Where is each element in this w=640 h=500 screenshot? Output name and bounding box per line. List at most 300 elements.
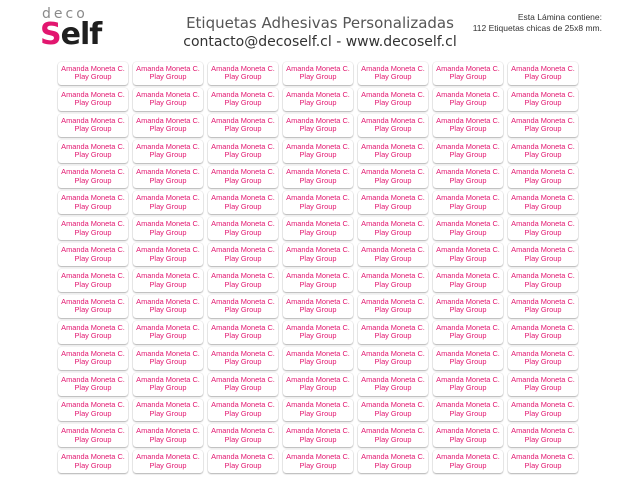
sticker-label [283,243,353,266]
label-group: Play Group [299,72,337,82]
label-name: Amanda Moneta C. [61,296,125,306]
label-group: Play Group [374,124,412,134]
sticker-label [283,166,353,189]
label-group: Play Group [149,253,187,263]
label-name: Amanda Moneta C. [61,219,125,229]
label-name: Amanda Moneta C. [136,270,200,280]
sticker-label [283,450,353,473]
label-group: Play Group [374,176,412,185]
label-name: Amanda Moneta C. [211,426,275,436]
label-group: Play Group [299,460,337,470]
label-name: Amanda Moneta C. [511,141,575,151]
label-name: Amanda Moneta C. [436,63,500,73]
sticker-label [208,166,278,189]
sticker-label [508,347,578,370]
label-group: Play Group [74,176,112,185]
sticker-label [283,373,353,396]
sticker-label [58,450,128,473]
sticker-label [358,450,428,473]
label-name: Amanda Moneta C. [136,219,200,229]
label-group: Play Group [224,227,262,237]
label-name: Amanda Moneta C. [61,89,125,99]
label-name: Amanda Moneta C. [136,89,200,99]
label-group: Play Group [524,98,562,108]
label-name: Amanda Moneta C. [286,89,350,99]
label-group: Play Group [74,383,112,393]
sticker-label [508,191,578,214]
sticker-label [433,114,503,137]
label-name: Amanda Moneta C. [211,193,275,203]
label-group: Play Group [74,331,112,341]
label-group: Play Group [149,201,187,211]
label-name: Amanda Moneta C. [436,89,500,99]
sticker-label [208,62,278,85]
sticker-label [433,166,503,189]
label-name: Amanda Moneta C. [286,296,350,306]
label-group: Play Group [374,253,412,263]
label-group: Play Group [524,409,562,419]
label-group: Play Group [74,253,112,263]
sticker-label [358,269,428,292]
sticker-label [508,450,578,473]
sticker-label [508,269,578,292]
label-group: Play Group [149,124,187,134]
label-group: Play Group [449,460,487,470]
label-name: Amanda Moneta C. [136,452,200,462]
sticker-label [283,62,353,85]
label-group: Play Group [149,227,187,237]
label-name: Amanda Moneta C. [511,374,575,384]
label-name: Amanda Moneta C. [61,348,125,358]
label-name: Amanda Moneta C. [361,167,425,177]
label-group: Play Group [374,201,412,211]
label-group: Play Group [224,357,262,367]
label-name: Amanda Moneta C. [286,141,350,151]
label-name: Amanda Moneta C. [511,400,575,410]
label-group: Play Group [524,150,562,160]
label-group: Play Group [224,305,262,315]
sticker-label [58,217,128,240]
sticker-label [58,347,128,370]
label-group: Play Group [449,279,487,289]
sticker-label [58,88,128,111]
sticker-label [283,295,353,318]
sticker-label [133,450,203,473]
sticker-label [283,114,353,137]
sticker-label [208,424,278,447]
sticker-label [283,88,353,111]
sticker-label [133,321,203,344]
logo-self-text: Self [40,17,102,52]
label-name: Amanda Moneta C. [286,348,350,358]
sticker-label [358,243,428,266]
label-group: Play Group [74,124,112,134]
label-name: Amanda Moneta C. [361,115,425,125]
sticker-label [208,114,278,137]
label-name: Amanda Moneta C. [286,452,350,462]
sticker-label [358,321,428,344]
sticker-label [283,347,353,370]
label-group: Play Group [524,279,562,289]
sticker-label [133,166,203,189]
label-name: Amanda Moneta C. [511,245,575,255]
sticker-label [133,373,203,396]
sticker-label [358,295,428,318]
label-group: Play Group [449,331,487,341]
label-name: Amanda Moneta C. [436,141,500,151]
label-name: Amanda Moneta C. [436,348,500,358]
label-group: Play Group [449,409,487,419]
label-group: Play Group [524,383,562,393]
sticker-label [208,88,278,111]
label-group: Play Group [524,253,562,263]
label-group: Play Group [149,357,187,367]
label-group: Play Group [374,279,412,289]
label-group: Play Group [224,176,262,185]
label-group: Play Group [449,124,487,134]
sticker-label [508,243,578,266]
label-name: Amanda Moneta C. [361,374,425,384]
label-group: Play Group [299,305,337,315]
label-name: Amanda Moneta C. [211,115,275,125]
label-name: Amanda Moneta C. [211,167,275,177]
sticker-label [133,243,203,266]
sticker-label [433,295,503,318]
label-name: Amanda Moneta C. [286,115,350,125]
label-name: Amanda Moneta C. [511,63,575,73]
sticker-label [358,373,428,396]
label-group: Play Group [74,72,112,82]
sticker-label [133,114,203,137]
label-group: Play Group [149,383,187,393]
sticker-label [433,373,503,396]
sticker-label [133,269,203,292]
label-name: Amanda Moneta C. [61,270,125,280]
sticker-label [208,373,278,396]
sticker-label [433,321,503,344]
sticker-label [208,450,278,473]
label-group: Play Group [299,124,337,134]
sticker-label [508,399,578,422]
label-name: Amanda Moneta C. [61,193,125,203]
label-name: Amanda Moneta C. [511,426,575,436]
label-group: Play Group [224,434,262,444]
sticker-label [358,88,428,111]
label-name: Amanda Moneta C. [436,193,500,203]
label-name: Amanda Moneta C. [511,89,575,99]
label-group: Play Group [524,331,562,341]
label-group: Play Group [149,72,187,82]
label-name: Amanda Moneta C. [511,452,575,462]
sticker-label [58,114,128,137]
sheet-info-line1: Esta Lámina contiene: [517,12,602,22]
sticker-label [133,191,203,214]
label-group: Play Group [449,434,487,444]
label-group: Play Group [449,72,487,82]
label-name: Amanda Moneta C. [286,193,350,203]
sticker-label [283,140,353,163]
sticker-label [208,321,278,344]
sticker-label [433,140,503,163]
sticker-label [358,399,428,422]
sticker-label [508,62,578,85]
label-name: Amanda Moneta C. [286,374,350,384]
label-group: Play Group [299,227,337,237]
label-group: Play Group [374,409,412,419]
label-group: Play Group [374,72,412,82]
label-name: Amanda Moneta C. [61,63,125,73]
label-group: Play Group [224,124,262,134]
label-group: Play Group [299,150,337,160]
label-name: Amanda Moneta C. [361,426,425,436]
label-name: Amanda Moneta C. [286,167,350,177]
label-group: Play Group [149,331,187,341]
label-group: Play Group [224,98,262,108]
label-name: Amanda Moneta C. [361,63,425,73]
label-name: Amanda Moneta C. [286,245,350,255]
label-name: Amanda Moneta C. [511,348,575,358]
sticker-label [208,191,278,214]
label-name: Amanda Moneta C. [436,270,500,280]
sticker-label [283,424,353,447]
sticker-label [358,140,428,163]
label-group: Play Group [449,176,487,185]
label-group: Play Group [299,434,337,444]
label-name: Amanda Moneta C. [136,193,200,203]
label-name: Amanda Moneta C. [361,193,425,203]
sticker-label [58,62,128,85]
label-group: Play Group [224,72,262,82]
label-name: Amanda Moneta C. [286,270,350,280]
sticker-label [433,450,503,473]
label-name: Amanda Moneta C. [136,322,200,332]
sticker-label [133,88,203,111]
sticker-label [133,62,203,85]
sticker-label [208,295,278,318]
label-group: Play Group [74,357,112,367]
label-group: Play Group [299,201,337,211]
label-group: Play Group [524,124,562,134]
contact-line: contacto@decoself.cl - www.decoself.cl [183,34,457,50]
label-group: Play Group [449,150,487,160]
label-name: Amanda Moneta C. [61,115,125,125]
label-group: Play Group [449,383,487,393]
label-group: Play Group [524,357,562,367]
label-name: Amanda Moneta C. [211,322,275,332]
label-group: Play Group [74,305,112,315]
sticker-label [358,424,428,447]
sheet-info [473,12,602,34]
label-name: Amanda Moneta C. [211,219,275,229]
label-group: Play Group [149,98,187,108]
label-name: Amanda Moneta C. [211,374,275,384]
label-name: Amanda Moneta C. [436,322,500,332]
label-name: Amanda Moneta C. [211,245,275,255]
label-name: Amanda Moneta C. [211,63,275,73]
sticker-label [133,140,203,163]
label-group: Play Group [524,201,562,211]
label-name: Amanda Moneta C. [211,89,275,99]
label-group: Play Group [299,98,337,108]
label-group: Play Group [374,383,412,393]
sticker-label [433,347,503,370]
sticker-label [433,191,503,214]
label-group: Play Group [449,201,487,211]
label-name: Amanda Moneta C. [511,167,575,177]
sticker-label [58,166,128,189]
label-group: Play Group [524,227,562,237]
label-name: Amanda Moneta C. [436,452,500,462]
label-group: Play Group [299,253,337,263]
label-group: Play Group [149,305,187,315]
sticker-label [133,347,203,370]
label-group: Play Group [449,357,487,367]
label-group: Play Group [299,357,337,367]
label-name: Amanda Moneta C. [436,400,500,410]
sticker-label [58,140,128,163]
label-name: Amanda Moneta C. [136,400,200,410]
label-name: Amanda Moneta C. [361,322,425,332]
label-group: Play Group [74,98,112,108]
label-name: Amanda Moneta C. [136,63,200,73]
label-name: Amanda Moneta C. [211,296,275,306]
label-name: Amanda Moneta C. [436,374,500,384]
label-group: Play Group [374,305,412,315]
label-name: Amanda Moneta C. [361,452,425,462]
label-group: Play Group [74,279,112,289]
sticker-label [208,399,278,422]
label-name: Amanda Moneta C. [61,322,125,332]
label-group: Play Group [224,331,262,341]
sticker-label [358,166,428,189]
label-group: Play Group [74,150,112,160]
label-group: Play Group [524,305,562,315]
label-group: Play Group [374,357,412,367]
label-group: Play Group [449,253,487,263]
label-group: Play Group [299,176,337,185]
sticker-label [508,166,578,189]
label-group: Play Group [149,434,187,444]
label-name: Amanda Moneta C. [436,245,500,255]
sticker-label [508,140,578,163]
label-name: Amanda Moneta C. [436,219,500,229]
label-name: Amanda Moneta C. [361,141,425,151]
label-name: Amanda Moneta C. [286,322,350,332]
sticker-label [208,217,278,240]
sticker-label [133,424,203,447]
label-name: Amanda Moneta C. [211,348,275,358]
sticker-label [358,114,428,137]
sticker-label [508,295,578,318]
sticker-label [358,347,428,370]
label-name: Amanda Moneta C. [436,296,500,306]
label-group: Play Group [374,150,412,160]
label-name: Amanda Moneta C. [136,167,200,177]
label-group: Play Group [374,434,412,444]
sticker-label [433,243,503,266]
label-name: Amanda Moneta C. [61,452,125,462]
label-group: Play Group [149,150,187,160]
label-group: Play Group [149,176,187,185]
label-group: Play Group [449,305,487,315]
label-name: Amanda Moneta C. [61,167,125,177]
label-group: Play Group [524,434,562,444]
sticker-label [208,347,278,370]
sticker-label [58,243,128,266]
label-sheet [58,62,588,473]
label-name: Amanda Moneta C. [511,270,575,280]
label-name: Amanda Moneta C. [286,426,350,436]
sticker-label [133,217,203,240]
sticker-label [433,424,503,447]
label-name: Amanda Moneta C. [136,296,200,306]
sticker-label [508,88,578,111]
label-group: Play Group [224,201,262,211]
label-name: Amanda Moneta C. [136,348,200,358]
label-name: Amanda Moneta C. [211,270,275,280]
label-name: Amanda Moneta C. [511,296,575,306]
label-name: Amanda Moneta C. [361,296,425,306]
sticker-label [208,140,278,163]
label-name: Amanda Moneta C. [511,322,575,332]
sticker-label [508,424,578,447]
label-name: Amanda Moneta C. [211,452,275,462]
label-group: Play Group [149,409,187,419]
sticker-label [358,62,428,85]
label-group: Play Group [374,460,412,470]
sticker-label [58,269,128,292]
label-group: Play Group [524,72,562,82]
sticker-label [58,424,128,447]
label-name: Amanda Moneta C. [361,270,425,280]
label-group: Play Group [149,460,187,470]
label-name: Amanda Moneta C. [61,400,125,410]
label-group: Play Group [299,383,337,393]
label-name: Amanda Moneta C. [361,245,425,255]
label-name: Amanda Moneta C. [436,115,500,125]
sticker-label [133,295,203,318]
label-group: Play Group [374,98,412,108]
label-name: Amanda Moneta C. [361,219,425,229]
sticker-label [358,191,428,214]
label-group: Play Group [224,409,262,419]
sticker-label [58,373,128,396]
label-name: Amanda Moneta C. [211,141,275,151]
label-name: Amanda Moneta C. [61,245,125,255]
sticker-label [433,399,503,422]
label-group: Play Group [449,227,487,237]
label-group: Play Group [299,331,337,341]
label-name: Amanda Moneta C. [136,141,200,151]
label-name: Amanda Moneta C. [136,115,200,125]
label-name: Amanda Moneta C. [211,400,275,410]
sticker-label [433,62,503,85]
label-name: Amanda Moneta C. [286,63,350,73]
sticker-label [58,191,128,214]
label-name: Amanda Moneta C. [286,400,350,410]
label-name: Amanda Moneta C. [61,374,125,384]
label-group: Play Group [449,98,487,108]
label-name: Amanda Moneta C. [361,400,425,410]
page-title: Etiquetas Adhesivas Personalizadas [186,14,454,32]
label-group: Play Group [74,460,112,470]
label-name: Amanda Moneta C. [61,141,125,151]
sticker-label [508,321,578,344]
label-name: Amanda Moneta C. [511,193,575,203]
label-group: Play Group [524,176,562,185]
label-group: Play Group [224,383,262,393]
sticker-label [208,243,278,266]
